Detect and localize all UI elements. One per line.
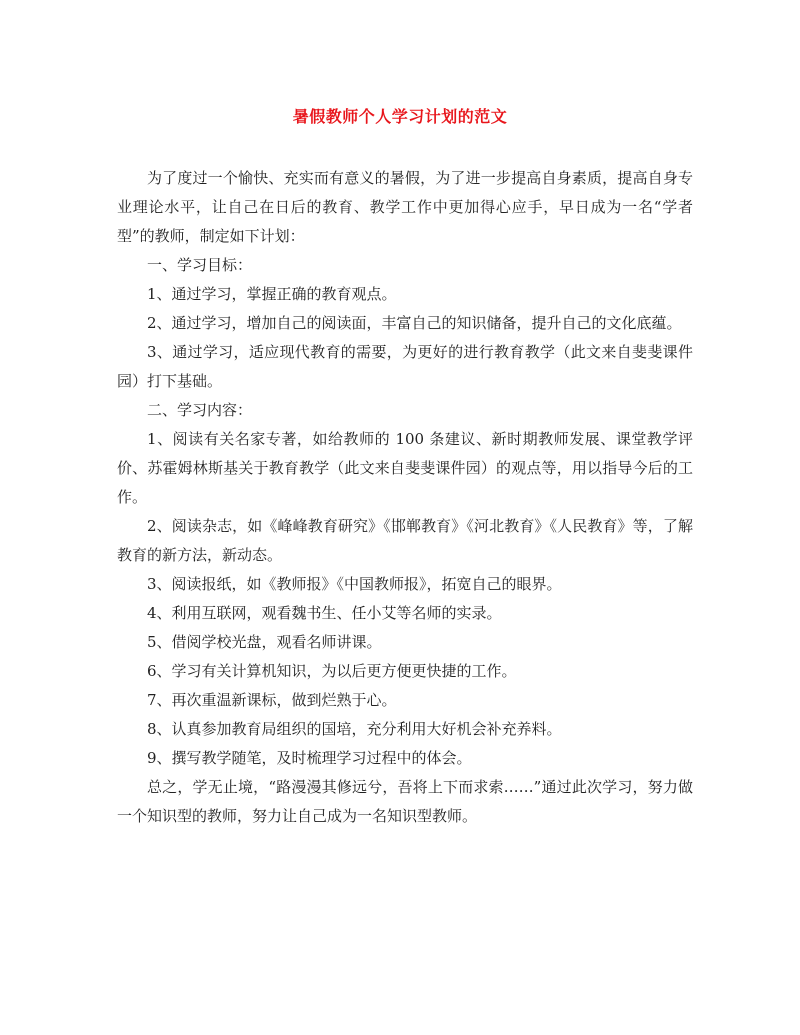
content-item-4: 4、利用互联网，观看魏书生、任小艾等名师的实录。 [147, 604, 502, 622]
goal-item-3: 3、通过学习，适应现代教育的需要，为更好的进行教育教学（此文来自斐斐课件园）打下基础。 [117, 343, 693, 390]
content-item-2: 2、阅读杂志，如《峰峰教育研究》《邯郸教育》《河北教育》《人民教育》等，了解教育的新方法，新动态。 [117, 517, 693, 564]
content-item-6: 6、学习有关计算机知识，为以后更方便更快捷的工作。 [147, 662, 517, 680]
content-item-7: 7、再次重温新课标，做到烂熟于心。 [147, 691, 397, 709]
conclusion-paragraph: 总之，学无止境，“路漫漫其修远兮，吾将上下而求索……”通过此次学习，努力做一个知识型的教师，努力让自己成为一名知识型教师。 [117, 778, 693, 825]
goal-item-1: 1、通过学习，掌握正确的教育观点。 [147, 285, 397, 303]
document-body [117, 164, 693, 831]
content-item-5: 5、借阅学校光盘，观看名师讲课。 [147, 633, 382, 651]
content-item-9: 9、撰写教学随笔，及时梳理学习过程中的体会。 [147, 749, 472, 767]
intro-paragraph: 为了度过一个愉快、充实而有意义的暑假，为了进一步提高自身素质，提高自身专业理论水平，让自己在日后的教育、教学工作中更加得心应手，早日成为一名“学者型”的教师，制定如下计划： [117, 169, 693, 245]
document-title: 暑假教师个人学习计划的范文 [292, 107, 508, 126]
section-heading-content: 二、学习内容： [147, 401, 253, 419]
content-item-1: 1、阅读有关名家专著，如给教师的 100 条建议、新时期教师发展、课堂教学评价、苏霍姆林斯基关于教育教学（此文来自斐斐课件园）的观点等，用以指导今后的工作。 [117, 430, 693, 506]
content-item-8: 8、认真参加教育局组织的国培，充分利用大好机会补充养料。 [147, 720, 562, 738]
content-item-3: 3、阅读报纸，如《教师报》《中国教师报》，拓宽自己的眼界。 [147, 575, 562, 593]
section-heading-goals: 一、学习目标： [147, 256, 253, 274]
goal-item-2: 2、通过学习，增加自己的阅读面，丰富自己的知识储备，提升自己的文化底蕴。 [147, 314, 682, 332]
